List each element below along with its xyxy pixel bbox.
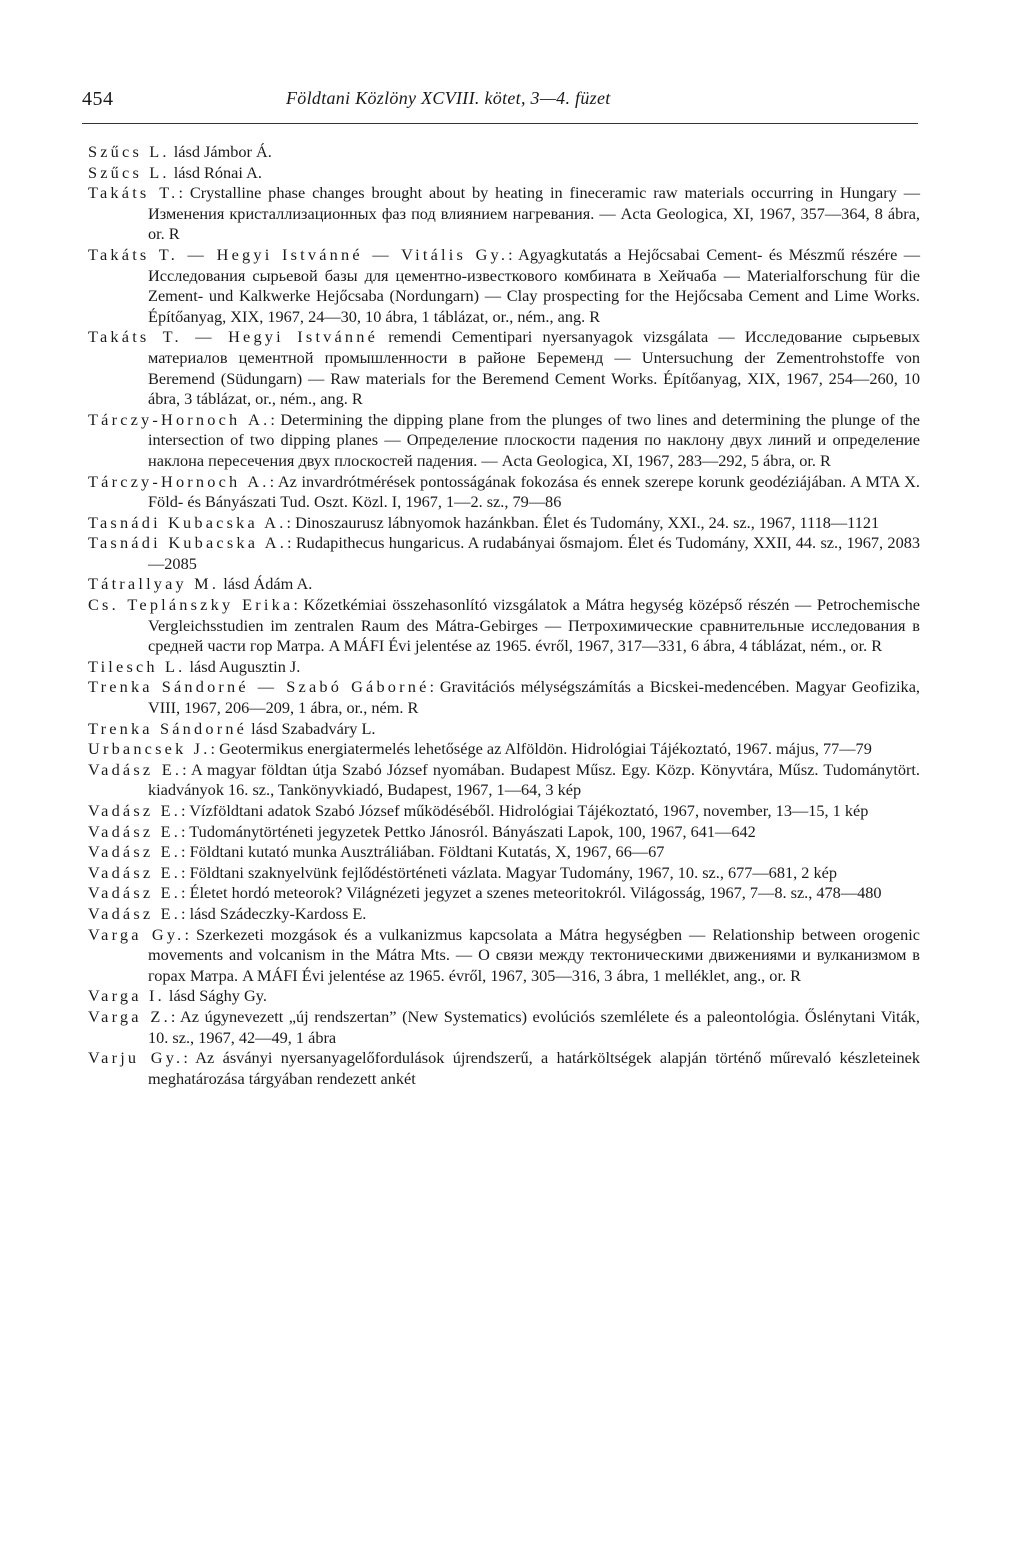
entry-text: : Determining the dipping plane from the plunges of two lines and determining the plunge of the intersection of two dipping planes — Определение плоскости падения по наклону двух линий и определение наклона пересечения двух плоскостей падения. — Acta Geologica, XI, 1967, 283—292, 5 ábra, or. R: [148, 409, 920, 470]
entry-author: Tárczy-Hornoch A.: [88, 471, 270, 491]
bibliography-entry: [88, 410, 920, 472]
entry-text: lásd Sághy Gy.: [164, 986, 267, 1006]
entry-text: lásd Szabadváry L.: [247, 718, 376, 738]
bibliography-entry: [88, 822, 920, 843]
entry-author: Vadász E.: [88, 862, 181, 882]
page-header: [82, 88, 922, 118]
bibliography-entry: [88, 245, 920, 327]
entry-text: : Dinoszaurusz lábnyomok hazánkban. Élet és Tudomány, XXI., 24. sz., 1967, 1118—1121: [286, 512, 880, 532]
bibliography-entry: [88, 163, 920, 184]
entry-author: Tilesch L.: [88, 656, 186, 676]
entry-author: Tárczy-Hornoch A.: [88, 409, 271, 429]
bibliography-list: [88, 142, 920, 1089]
entry-author: Tasnádi Kubacska A.: [88, 512, 287, 532]
entry-text: : lásd Szádeczky-Kardoss E.: [181, 903, 367, 923]
entry-text: remendi Cementipari nyersanyagok vizsgálata — Исследование сырьевых материалов цементной промышленности в районе Беременд — Untersuchung der Zementrohstoffe von Beremend (Südungarn) — Raw materials for the Beremend Cement Works. Építőanyag, XIX, 1967, 254—260, 10 ábra, 3 táblázat, or., ném., ang. R: [148, 327, 920, 409]
entry-text: : Gravitációs mélységszámítás a Bicskei-medencében. Magyar Geofizika, VIII, 1967, 206—209, 1 ábra, or., ném. R: [148, 677, 920, 718]
entry-text: : Az ásványi nyersanyagelőfordulások újrendszerű, a határköltségek alapján történő műrevaló készleteinek meghatározása tárgyában rendezett ankét: [148, 1048, 920, 1088]
bibliography-entry: [88, 595, 920, 657]
bibliography-entry: [88, 883, 920, 904]
entry-text: : Az invardrótmérések pontosságának fokozása és ennek szerepe korunk geodéziájában. A MTA X. Föld- és Bányászati Tud. Oszt. Közl. I, 1967, 1—2. sz., 79—86: [148, 471, 920, 512]
bibliography-entry: [88, 327, 920, 409]
entry-author: Takáts T.: [88, 183, 179, 203]
running-title: Földtani Közlöny XCVIII. kötet, 3—4. füzet: [286, 88, 611, 108]
entry-text: : Életet hordó meteorok? Világnézeti jegyzet a szenes meteoritokról. Világosság, 1967, 7—8. sz., 478—480: [181, 883, 882, 903]
bibliography-entry: [88, 1007, 920, 1048]
entry-text: : Rudapithecus hungaricus. A rudabányai ősmajom. Élet és Tudomány, XXII, 44. sz., 1967, 2083—2085: [148, 533, 920, 573]
entry-author: Vadász E.: [88, 821, 181, 841]
entry-author: Vadász E.: [88, 759, 183, 779]
bibliography-entry: [88, 472, 920, 513]
entry-author: Takáts T. — Hegyi Istvánné: [88, 327, 379, 347]
bibliography-entry: [88, 183, 920, 245]
entry-text: : Az úgynevezett „új rendszertan” (New Systematics) evolúciós szemlélete és a paleontológia. Őslénytani Viták, 10. sz., 1967, 42—49, 1 ábra: [148, 1006, 921, 1047]
bibliography-entry: [88, 657, 920, 678]
entry-text: : Vízföldtani adatok Szabó József működéséből. Hidrológiai Tájékoztató, 1967, november, 13—15, 1 kép: [181, 801, 869, 820]
page-number: 454: [82, 88, 114, 110]
bibliography-entry: [88, 533, 920, 574]
entry-text: lásd Jámbor Á.: [169, 142, 272, 161]
bibliography-entry: [88, 142, 920, 163]
entry-author: Trenka Sándorné — Szabó Gáborné: [88, 677, 430, 697]
entry-text: lásd Augusztin J.: [185, 656, 301, 676]
entry-author: Szűcs L.: [88, 142, 170, 161]
entry-author: Takáts T. — Hegyi Istvánné — Vitális Gy.: [88, 244, 509, 264]
bibliography-entry: [88, 760, 920, 801]
entry-author: Urbancsek J.: [88, 739, 211, 759]
entry-text: lásd Ádám A.: [219, 574, 313, 594]
entry-text: lásd Rónai A.: [169, 162, 262, 182]
bibliography-entry: [88, 925, 920, 987]
entry-text: : Szerkezeti mozgások és a vulkanizmus kapcsolata a Mátra hegységben — Relationship between orogenic movements and volcanism in the Mátra Mts. — О связи между тектоническими движениями и вулканизмом в горах Матра. A MÁFI Évi jelentése az 1965. évről, 1967, 305—316, 3 ábra, 1 melléklet, ang., or. R: [148, 924, 920, 985]
entry-text: : Crystalline phase changes brought about by heating in fineceramic raw materials occurring in Hungary — Изменения кристаллизационных фаз под влиянием нагревания. — Acta Geologica, XI, 1967, 357—364, 8 ábra, or. R: [148, 183, 920, 244]
entry-author: Vadász E.: [88, 903, 181, 923]
entry-author: Szűcs L.: [88, 162, 170, 182]
bibliography-entry: [88, 1048, 920, 1089]
entry-text: : Földtani kutató munka Ausztráliában. Földtani Kutatás, X, 1967, 66—67: [181, 842, 665, 862]
entry-author: Varga Z.: [88, 1006, 171, 1026]
entry-author: Varga I.: [88, 986, 165, 1006]
entry-author: Vadász E.: [88, 883, 181, 903]
entry-text: : A magyar földtan útja Szabó József nyomában. Budapest Műsz. Egy. Közp. Könyvtára, Műsz. Tudománytört. kiadványok 16. sz., Tankönyvkiadó, Budapest, 1967, 1—64, 3 kép: [148, 759, 921, 800]
entry-author: Vadász E.: [88, 801, 181, 820]
entry-author: Varga Gy.: [88, 924, 185, 944]
bibliography-entry: [88, 574, 920, 595]
entry-text: : Geotermikus energiatermelés lehetősége az Alföldön. Hidrológiai Tájékoztató, 1967. május, 77—79: [210, 739, 872, 759]
entry-author: Varju Gy.: [88, 1048, 184, 1068]
header-rule: [82, 123, 918, 124]
entry-author: Trenka Sándorné: [88, 718, 248, 738]
entry-author: Vadász E.: [88, 842, 181, 862]
entry-author: Tasnádi Kubacska A.: [88, 533, 287, 553]
entry-author: Tátrallyay M.: [88, 574, 220, 594]
bibliography-entry: [88, 513, 920, 534]
bibliography-entry: [88, 842, 920, 863]
bibliography-entry: [88, 863, 920, 884]
bibliography-entry: [88, 677, 920, 718]
entry-text: : Kőzetkémiai összehasonlító vizsgálatok a Mátra hegység középső részén — Petrochemische Vergleichsstudien im zentralen Raum des Mátra-Gebirges — Петрохимические сравнительные исследования в средней части гор Матра. A MÁFI Évi jelentése az 1965. évről, 1967, 317—331, 6 ábra, 4 táblázat, ném., or. R: [148, 595, 920, 656]
bibliography-entry: [88, 719, 920, 740]
entry-author: Cs. Teplánszky Erika: [88, 595, 294, 615]
entry-text: : Földtani szaknyelvünk fejlődéstörténeti vázlata. Magyar Tudomány, 1967, 10. sz., 677—681, 2 kép: [181, 862, 837, 882]
bibliography-entry: [88, 739, 920, 760]
bibliography-entry: [88, 801, 920, 822]
entry-text: : Tudománytörténeti jegyzetek Pettko Jánosról. Bányászati Lapok, 100, 1967, 641—642: [181, 821, 756, 841]
entry-text: : Agyagkutatás a Hejőcsabai Cement- és Mészmű részére — Исследования сырьевой базы для цементно-известкового комбината в Хейчаба — Materialforschung für die Zement- und Kalkwerke Hejőcsaba (Nordungarn) — Clay prospecting for the Hejőcsaba Cement and Lime Works. Építőanyag, XIX, 1967, 24—30, 10 ábra, 1 táblázat, or., ném., ang. R: [148, 244, 921, 326]
bibliography-entry: [88, 986, 920, 1007]
bibliography-entry: [88, 904, 920, 925]
